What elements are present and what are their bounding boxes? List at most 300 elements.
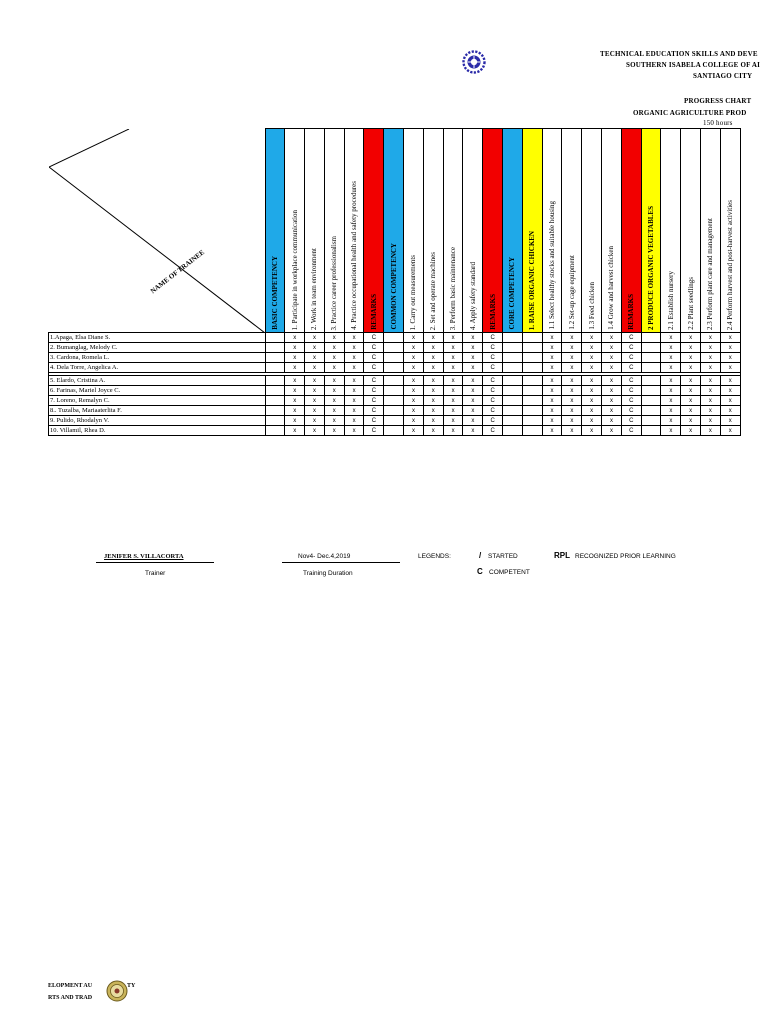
progress-cell xyxy=(522,376,542,386)
progress-cell: x xyxy=(582,363,602,373)
progress-cell: x xyxy=(423,406,443,416)
progress-cell: x xyxy=(542,416,562,426)
column-header xyxy=(463,129,483,333)
progress-cell: C xyxy=(364,416,384,426)
trainee-name: 7. Loreno, Remalyn C. xyxy=(49,396,266,406)
column-header xyxy=(681,129,701,333)
progress-cell xyxy=(265,353,285,363)
column-header-label: 1. Carry out measurements xyxy=(409,254,418,330)
progress-cell: x xyxy=(602,396,622,406)
progress-cell: x xyxy=(423,426,443,436)
table-row xyxy=(49,343,741,353)
progress-cell: x xyxy=(305,396,325,406)
bottom-division-text: RTS AND TRAD xyxy=(48,995,93,1001)
column-header-label: 2. Set and operate machines xyxy=(429,251,438,330)
legends-label: LEGENDS: xyxy=(418,553,451,560)
column-header xyxy=(582,129,602,333)
progress-cell: x xyxy=(404,386,424,396)
progress-cell: x xyxy=(602,386,622,396)
tesda-gear-logo-icon xyxy=(462,50,486,74)
progress-cell: C xyxy=(621,396,641,406)
progress-cell: x xyxy=(285,426,305,436)
column-header-label: 2.2 Plant seedlings xyxy=(686,277,695,330)
progress-cell xyxy=(503,343,523,353)
duration-line xyxy=(282,562,400,563)
progress-cell xyxy=(384,406,404,416)
progress-cell: x xyxy=(285,363,305,373)
column-header-label: 2.4 Perform harvest and post-harvest activities xyxy=(726,199,735,330)
progress-cell: x xyxy=(582,333,602,343)
progress-cell xyxy=(522,406,542,416)
progress-cell: x xyxy=(443,333,463,343)
column-header-label: 1.1 Select healthy stocks and suitable housing xyxy=(548,201,557,330)
progress-cell: x xyxy=(602,426,622,436)
progress-cell: x xyxy=(582,426,602,436)
progress-cell: x xyxy=(423,333,443,343)
progress-cell: x xyxy=(305,333,325,343)
progress-cell: x xyxy=(463,353,483,363)
seal-icon xyxy=(106,980,128,1002)
trainee-name: 1.Apaga, Elsa Diane S. xyxy=(49,333,266,343)
progress-cell: x xyxy=(681,353,701,363)
table-row xyxy=(49,376,741,386)
progress-cell: x xyxy=(720,343,740,353)
progress-cell xyxy=(503,363,523,373)
legend-competent-text: COMPETENT xyxy=(489,569,530,576)
progress-cell: x xyxy=(542,333,562,343)
progress-cell: x xyxy=(582,416,602,426)
column-header xyxy=(661,129,681,333)
progress-cell: x xyxy=(463,343,483,353)
progress-cell: C xyxy=(621,343,641,353)
progress-cell: x xyxy=(542,376,562,386)
progress-cell: x xyxy=(344,386,364,396)
progress-cell xyxy=(265,396,285,406)
progress-cell: C xyxy=(621,386,641,396)
progress-cell: x xyxy=(463,426,483,436)
progress-cell: x xyxy=(443,426,463,436)
progress-chart-table xyxy=(48,128,741,436)
progress-cell: x xyxy=(582,376,602,386)
progress-cell: C xyxy=(364,376,384,386)
progress-cell xyxy=(522,426,542,436)
progress-cell: x xyxy=(324,396,344,406)
progress-cell: x xyxy=(582,343,602,353)
progress-cell: x xyxy=(443,343,463,353)
progress-cell: C xyxy=(483,406,503,416)
column-header xyxy=(562,129,582,333)
progress-cell xyxy=(503,396,523,406)
progress-cell: x xyxy=(463,386,483,396)
progress-cell: C xyxy=(483,363,503,373)
progress-cell: x xyxy=(423,396,443,406)
progress-cell: C xyxy=(483,386,503,396)
progress-cell: x xyxy=(404,376,424,386)
trainee-name: 2. Bumanglag, Melody C. xyxy=(49,343,266,353)
progress-cell xyxy=(503,426,523,436)
progress-cell xyxy=(384,386,404,396)
header-hours: 150 hours xyxy=(703,119,733,127)
progress-cell xyxy=(503,333,523,343)
progress-cell xyxy=(265,343,285,353)
progress-cell xyxy=(384,426,404,436)
column-header xyxy=(285,129,305,333)
header-agency: TECHNICAL EDUCATION SKILLS AND DEVE xyxy=(600,50,758,58)
column-header xyxy=(443,129,463,333)
progress-cell: x xyxy=(681,333,701,343)
progress-cell: x xyxy=(305,426,325,436)
progress-cell: x xyxy=(542,386,562,396)
progress-cell: x xyxy=(681,343,701,353)
progress-cell: x xyxy=(720,426,740,436)
trainee-name: 6. Farinas, Mariel Joyce C. xyxy=(49,386,266,396)
progress-cell: x xyxy=(285,333,305,343)
progress-cell: x xyxy=(562,353,582,363)
progress-cell: x xyxy=(582,353,602,363)
progress-cell: x xyxy=(285,396,305,406)
trainer-label: Trainer xyxy=(145,570,166,577)
progress-cell: x xyxy=(404,363,424,373)
progress-cell: x xyxy=(305,416,325,426)
progress-cell xyxy=(384,396,404,406)
progress-cell: x xyxy=(661,353,681,363)
progress-cell: x xyxy=(661,396,681,406)
progress-cell xyxy=(503,416,523,426)
table-row xyxy=(49,353,741,363)
trainer-signature-line xyxy=(96,562,214,563)
progress-cell: x xyxy=(661,343,681,353)
progress-cell: x xyxy=(602,363,622,373)
table-row xyxy=(49,426,741,436)
column-header xyxy=(324,129,344,333)
progress-cell: C xyxy=(483,343,503,353)
progress-cell: x xyxy=(423,363,443,373)
table-row xyxy=(49,416,741,426)
progress-cell: x xyxy=(562,396,582,406)
progress-cell: C xyxy=(364,396,384,406)
progress-cell: C xyxy=(621,416,641,426)
progress-cell: x xyxy=(463,406,483,416)
column-header-label: REMARKS xyxy=(627,294,636,330)
progress-cell: x xyxy=(404,333,424,343)
progress-cell: x xyxy=(404,353,424,363)
progress-cell: x xyxy=(305,386,325,396)
progress-cell: x xyxy=(701,386,721,396)
progress-cell: x xyxy=(602,406,622,416)
progress-cell: x xyxy=(423,416,443,426)
progress-cell: x xyxy=(661,376,681,386)
progress-cell: x xyxy=(701,396,721,406)
corner-label: NAME OF TRAINEE xyxy=(148,247,206,295)
progress-cell xyxy=(641,353,661,363)
column-header xyxy=(621,129,641,333)
progress-cell: x xyxy=(324,363,344,373)
progress-cell: C xyxy=(483,333,503,343)
progress-cell xyxy=(503,386,523,396)
progress-cell: x xyxy=(701,376,721,386)
trainee-name: 5. Elardo, Cristina A. xyxy=(49,376,266,386)
progress-cell: x xyxy=(443,363,463,373)
progress-cell: x xyxy=(344,333,364,343)
column-header xyxy=(364,129,384,333)
progress-cell: x xyxy=(404,343,424,353)
progress-cell xyxy=(503,353,523,363)
column-header-label: 2.3 Perform plant care and management xyxy=(706,218,715,330)
header-city: SANTIAGO CITY xyxy=(693,72,753,80)
progress-cell xyxy=(641,363,661,373)
progress-cell: x xyxy=(542,353,562,363)
progress-cell: x xyxy=(344,363,364,373)
progress-cell: x xyxy=(344,396,364,406)
column-header xyxy=(503,129,523,333)
progress-cell: x xyxy=(443,416,463,426)
trainee-name: 9. Pulido, Rhodalyn V. xyxy=(49,416,266,426)
column-header-label: REMARKS xyxy=(488,294,497,330)
progress-cell: C xyxy=(364,426,384,436)
progress-cell: C xyxy=(364,343,384,353)
progress-cell: C xyxy=(621,333,641,343)
progress-cell: x xyxy=(681,416,701,426)
column-header xyxy=(404,129,424,333)
progress-cell xyxy=(522,343,542,353)
progress-cell: x xyxy=(681,376,701,386)
progress-cell xyxy=(265,426,285,436)
progress-cell xyxy=(522,386,542,396)
progress-cell xyxy=(641,426,661,436)
progress-cell: x xyxy=(602,353,622,363)
progress-cell: x xyxy=(720,396,740,406)
progress-cell: x xyxy=(720,363,740,373)
column-header-label: CORE COMPETENCY xyxy=(508,257,517,330)
progress-cell: x xyxy=(463,363,483,373)
progress-cell: x xyxy=(542,426,562,436)
column-header-label: 3. Practice career professionalism xyxy=(330,235,339,330)
progress-cell: x xyxy=(681,363,701,373)
progress-cell: x xyxy=(562,406,582,416)
progress-cell: x xyxy=(344,353,364,363)
progress-cell: C xyxy=(364,406,384,416)
progress-cell: x xyxy=(443,376,463,386)
progress-cell: C xyxy=(483,376,503,386)
progress-cell: x xyxy=(542,363,562,373)
progress-cell: x xyxy=(285,343,305,353)
trainer-name: JENIFER S. VILLACORTA xyxy=(104,553,184,560)
progress-cell: x xyxy=(344,426,364,436)
progress-cell: x xyxy=(305,343,325,353)
bottom-agency-text-tail: TY xyxy=(127,983,136,989)
progress-cell: x xyxy=(602,333,622,343)
column-header-label: 1. RAISE ORGANIC CHICKEN xyxy=(528,230,537,330)
progress-cell: C xyxy=(364,333,384,343)
progress-cell: x xyxy=(463,333,483,343)
trainee-name: 10. Villamil, Rhea D. xyxy=(49,426,266,436)
progress-cell: x xyxy=(324,333,344,343)
progress-cell: x xyxy=(443,353,463,363)
header-qualification: ORGANIC AGRICULTURE PROD xyxy=(633,109,747,117)
column-header-label: 1.3 Feed chicken xyxy=(587,282,596,330)
progress-cell: x xyxy=(562,376,582,386)
progress-cell: x xyxy=(661,386,681,396)
progress-cell xyxy=(522,416,542,426)
progress-cell xyxy=(265,363,285,373)
table-row xyxy=(49,333,741,343)
progress-cell: C xyxy=(621,363,641,373)
column-header xyxy=(602,129,622,333)
legend-rpl-symbol: RPL xyxy=(554,551,570,560)
legend-started-text: STARTED xyxy=(488,553,518,560)
progress-cell xyxy=(384,376,404,386)
progress-cell: C xyxy=(621,376,641,386)
table-row xyxy=(49,386,741,396)
progress-cell: x xyxy=(423,386,443,396)
progress-cell: x xyxy=(701,343,721,353)
trainee-name: 8.. Tuzalba, Mariaaterlita F. xyxy=(49,406,266,416)
column-header xyxy=(483,129,503,333)
progress-cell xyxy=(641,333,661,343)
progress-cell: x xyxy=(324,406,344,416)
progress-cell: x xyxy=(701,406,721,416)
progress-cell: x xyxy=(285,416,305,426)
duration-value: Nov4- Dec.4,2019 xyxy=(298,553,351,560)
progress-cell xyxy=(641,386,661,396)
progress-cell xyxy=(522,396,542,406)
progress-cell: x xyxy=(720,333,740,343)
duration-label: Training Duration xyxy=(303,570,353,577)
column-header xyxy=(265,129,285,333)
progress-cell: x xyxy=(582,406,602,416)
progress-cell: x xyxy=(701,353,721,363)
progress-cell xyxy=(265,376,285,386)
progress-cell: x xyxy=(681,386,701,396)
progress-cell: x xyxy=(661,416,681,426)
column-header xyxy=(344,129,364,333)
progress-cell xyxy=(384,333,404,343)
progress-cell: C xyxy=(621,426,641,436)
progress-cell xyxy=(522,363,542,373)
progress-cell: x xyxy=(661,333,681,343)
progress-cell: x xyxy=(562,333,582,343)
progress-cell: C xyxy=(364,363,384,373)
progress-cell xyxy=(384,363,404,373)
progress-cell: x xyxy=(720,376,740,386)
progress-cell: x xyxy=(582,396,602,406)
progress-cell xyxy=(265,416,285,426)
legend-competent-symbol: C xyxy=(477,567,483,576)
column-header-label: 4. Practice occupational health and safety procedures xyxy=(350,181,359,330)
table-row xyxy=(49,396,741,406)
column-header xyxy=(641,129,661,333)
column-header-label: 1.4 Grow and harvest chicken xyxy=(607,246,616,330)
progress-cell: x xyxy=(305,363,325,373)
progress-cell: x xyxy=(443,386,463,396)
progress-cell xyxy=(265,406,285,416)
progress-cell: x xyxy=(324,426,344,436)
progress-cell: x xyxy=(720,406,740,416)
progress-cell: x xyxy=(305,406,325,416)
legend-rpl-text: RECOGNIZED PRIOR LEARNING xyxy=(575,553,676,560)
table-row xyxy=(49,406,741,416)
progress-cell: x xyxy=(285,386,305,396)
progress-cell: x xyxy=(324,376,344,386)
progress-cell: x xyxy=(404,396,424,406)
progress-cell: x xyxy=(720,353,740,363)
column-header-label: 4. Apply safety standard xyxy=(468,261,477,330)
progress-cell: C xyxy=(483,416,503,426)
progress-cell: x xyxy=(285,376,305,386)
progress-cell: x xyxy=(701,426,721,436)
progress-cell: x xyxy=(324,343,344,353)
progress-cell xyxy=(503,406,523,416)
progress-cell: C xyxy=(364,386,384,396)
progress-cell: x xyxy=(542,396,562,406)
progress-cell: C xyxy=(621,353,641,363)
progress-cell: x xyxy=(562,426,582,436)
progress-cell: x xyxy=(443,396,463,406)
column-header xyxy=(522,129,542,333)
progress-cell xyxy=(503,376,523,386)
column-header-label: 1. Participate in workplace communication xyxy=(290,209,299,330)
progress-cell: x xyxy=(324,353,344,363)
progress-cell: x xyxy=(423,343,443,353)
progress-cell: x xyxy=(404,406,424,416)
legend-started-symbol: / xyxy=(479,551,482,560)
column-header-label: 2. Work in team environment xyxy=(310,248,319,330)
column-header-label: 1.2 Set-up cage equipment xyxy=(567,255,576,330)
progress-cell: x xyxy=(720,386,740,396)
progress-cell: C xyxy=(483,426,503,436)
progress-cell: x xyxy=(602,343,622,353)
progress-cell: x xyxy=(463,376,483,386)
progress-cell: x xyxy=(681,396,701,406)
progress-cell xyxy=(265,333,285,343)
progress-cell: x xyxy=(661,406,681,416)
column-header xyxy=(720,129,740,333)
progress-cell xyxy=(641,416,661,426)
progress-cell: x xyxy=(423,376,443,386)
progress-cell xyxy=(265,386,285,396)
progress-cell: x xyxy=(542,406,562,416)
progress-cell: x xyxy=(285,353,305,363)
progress-cell xyxy=(641,406,661,416)
progress-cell: x xyxy=(344,343,364,353)
progress-cell xyxy=(641,343,661,353)
progress-cell: x xyxy=(720,416,740,426)
progress-cell xyxy=(384,353,404,363)
progress-cell: x xyxy=(404,416,424,426)
progress-cell: x xyxy=(602,416,622,426)
progress-cell: x xyxy=(463,416,483,426)
progress-cell: x xyxy=(443,406,463,416)
progress-cell: x xyxy=(542,343,562,353)
progress-cell xyxy=(384,343,404,353)
progress-cell: x xyxy=(562,343,582,353)
progress-cell: C xyxy=(483,353,503,363)
column-header xyxy=(384,129,404,333)
progress-cell: x xyxy=(463,396,483,406)
header-school: SOUTHERN ISABELA COLLEGE OF AI xyxy=(626,61,761,69)
progress-cell xyxy=(641,376,661,386)
trainee-name: 3. Cardona, Romela L. xyxy=(49,353,266,363)
column-header xyxy=(423,129,443,333)
progress-cell: x xyxy=(305,353,325,363)
progress-cell xyxy=(522,333,542,343)
column-header xyxy=(542,129,562,333)
progress-cell: x xyxy=(404,426,424,436)
progress-cell: x xyxy=(423,353,443,363)
column-header-label: COMMON COMPETENCY xyxy=(389,243,398,330)
progress-cell: x xyxy=(661,363,681,373)
column-header-label: 2 PRODUCE ORGANIC VEGETABLES xyxy=(647,205,656,330)
